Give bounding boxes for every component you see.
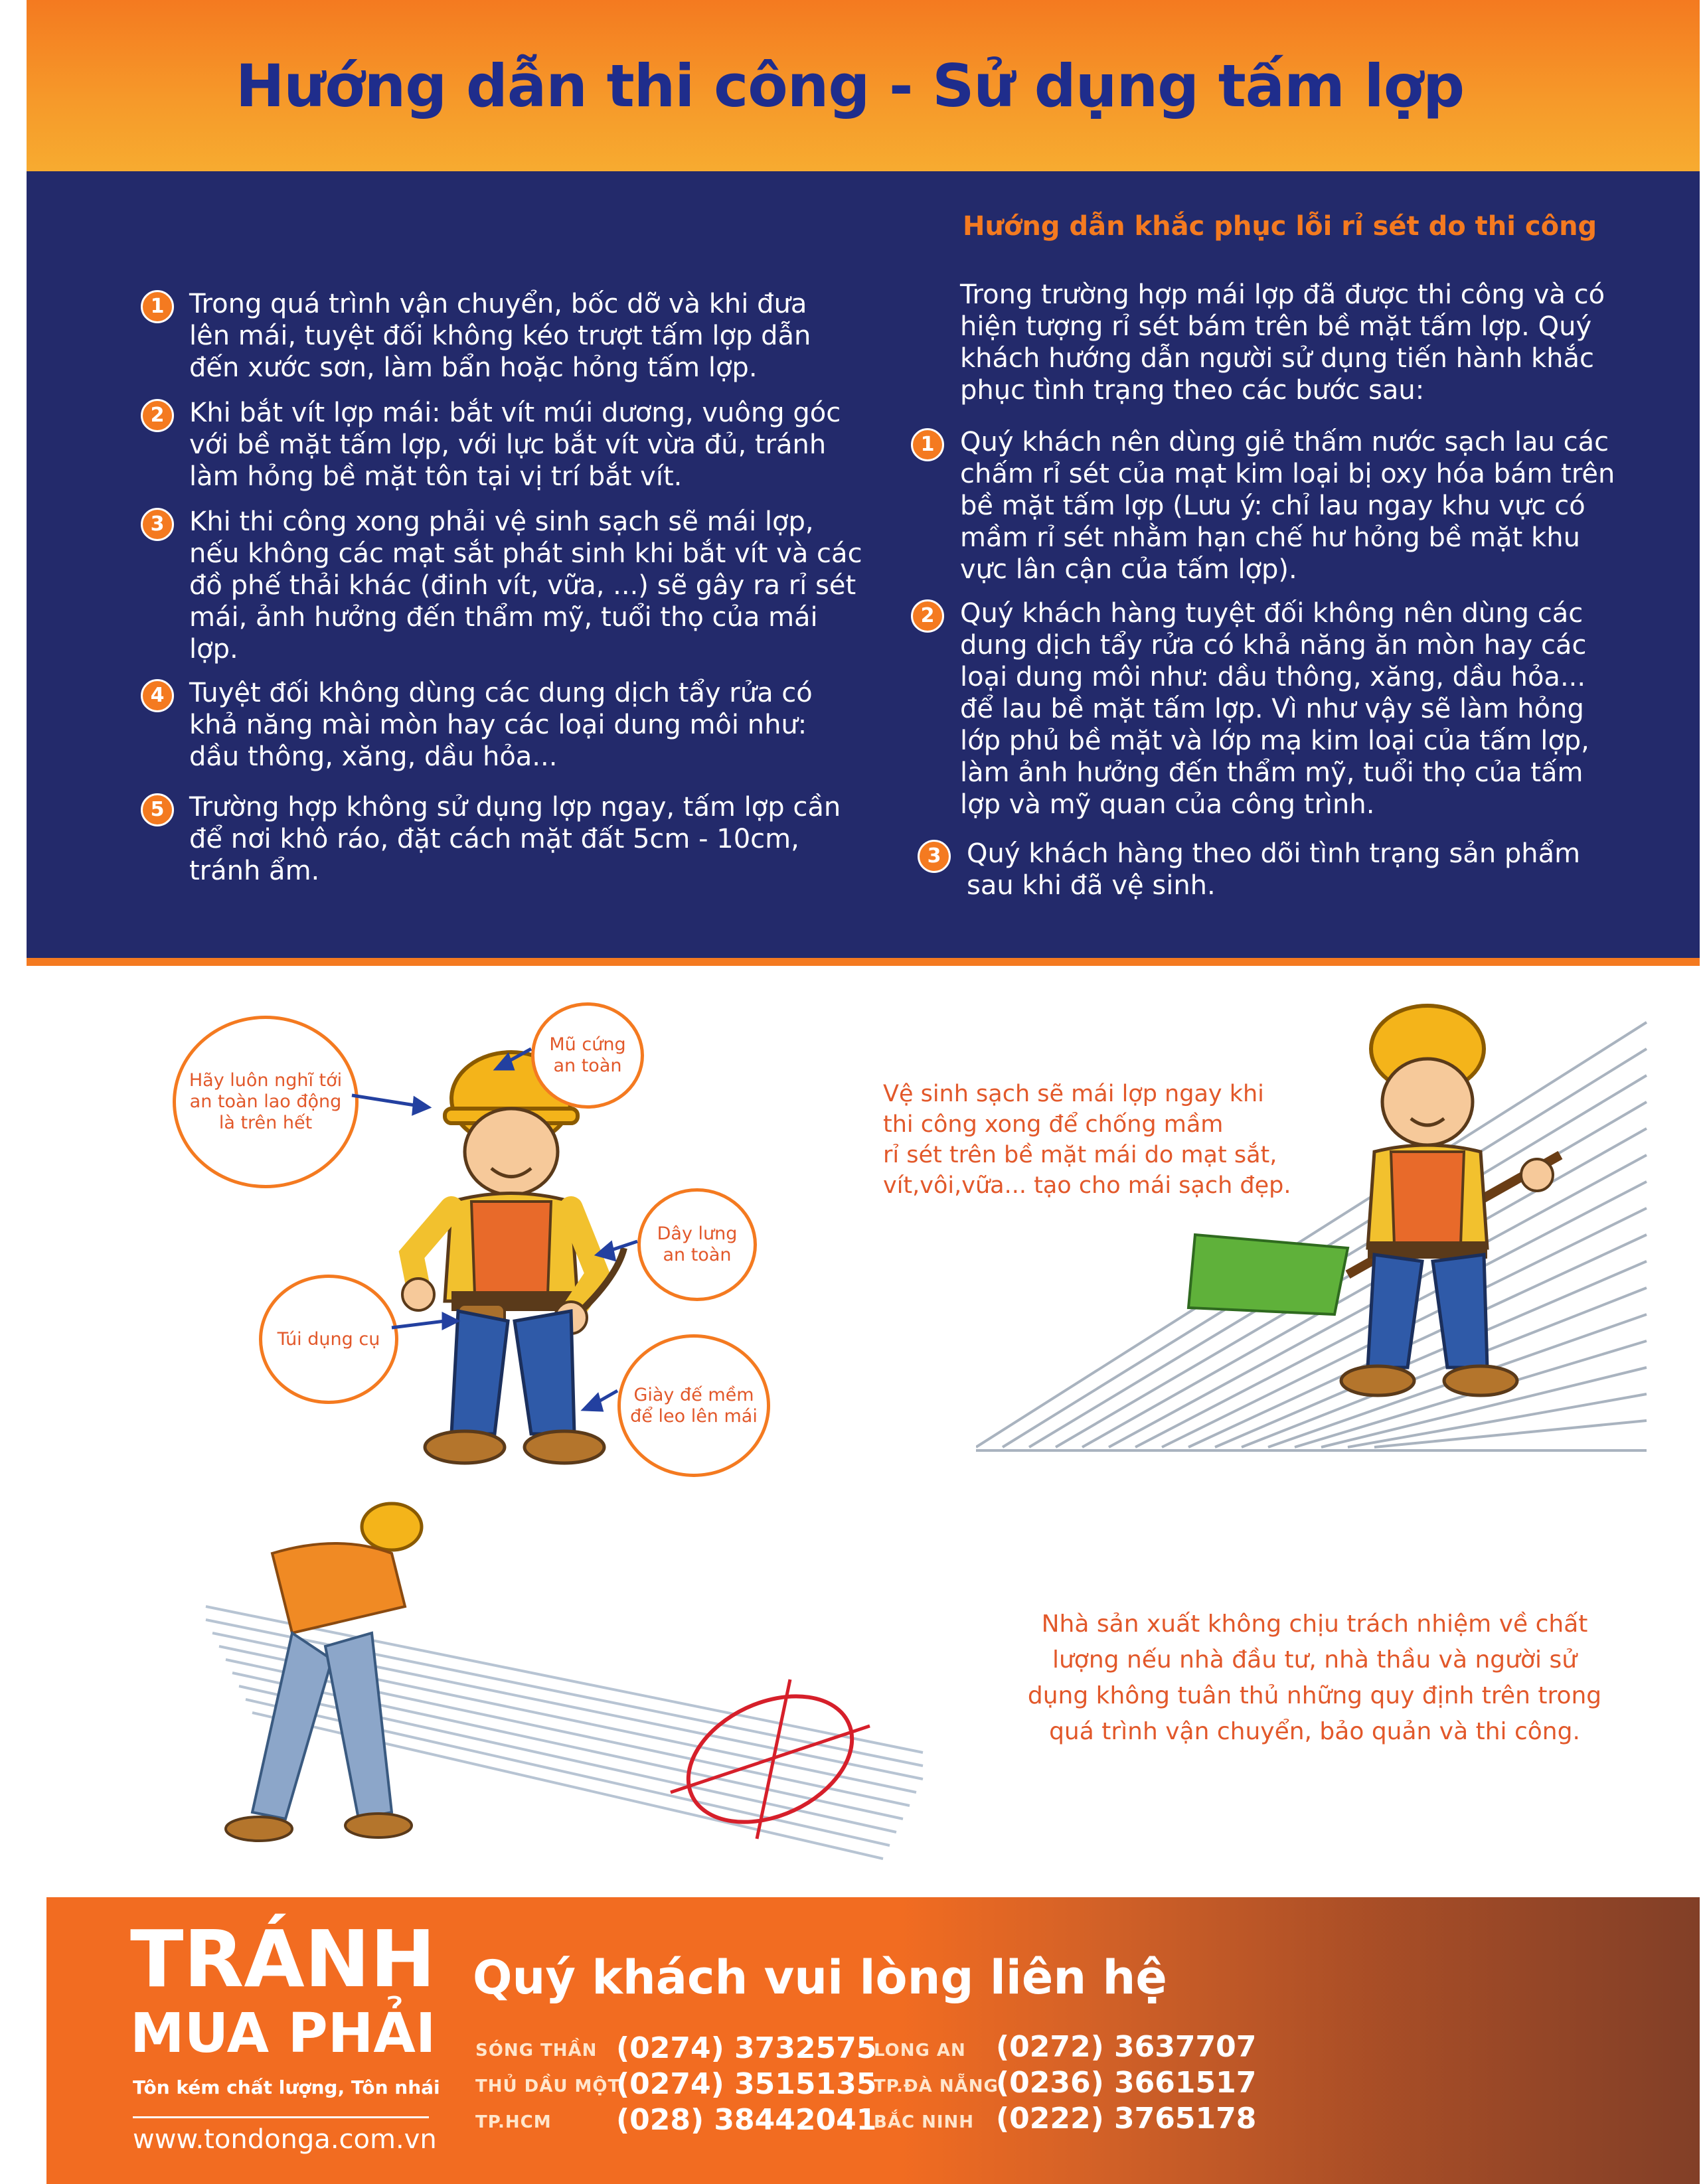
note-line: Vệ sinh sạch sẽ mái lợp ngay khi <box>883 1081 1264 1107</box>
contact-city: TP.HCM <box>475 2112 552 2132</box>
text-line: lên mái, tuyệt đối không kéo trượt tấm lợp dẫn <box>189 321 811 351</box>
text-line: để nơi khô ráo, đặt cách mặt đất 5cm - 10cm, <box>189 824 799 854</box>
contact-phone[interactable]: (0222) 3765178 <box>996 2102 1257 2136</box>
text-line: khách hướng dẫn người sử dụng tiến hành khắc <box>960 343 1594 374</box>
contact-phone[interactable]: (0236) 3661517 <box>996 2066 1257 2100</box>
text-line: chấm rỉ sét của mạt kim loại bị oxy hóa bám trên <box>960 459 1615 489</box>
text-line: làm ảnh hưởng đến thẩm mỹ, tuổi thọ của tấm <box>960 757 1583 788</box>
text-line: hiện tượng rỉ sét bám trên bề mặt tấm lợp. Quý <box>960 311 1592 342</box>
contact-city: TP.ĐÀ NẴNG <box>874 2076 999 2096</box>
step-number-badge: 1 <box>141 290 174 323</box>
step-number-badge: 3 <box>918 840 951 873</box>
text-line: phục tình trạng theo các bước sau: <box>960 375 1425 406</box>
note-line: vít,vôi,vữa... tạo cho mái sạch đẹp. <box>883 1172 1291 1199</box>
callout-line: Túi dụng cụ <box>277 1328 380 1350</box>
text-line: làm hỏng bề mặt tôn tại vị trí bắt vít. <box>189 461 683 492</box>
footer-divider <box>133 2116 429 2118</box>
disclaimer-line: Nhà sản xuất không chịu trách nhiệm về chất <box>1041 1610 1588 1638</box>
callout-line: an toàn lao động <box>189 1091 342 1112</box>
cleaning-note <box>883 1079 1291 1201</box>
text-line: với bề mặt tấm lợp, với lực bắt vít vừa đủ, tránh <box>189 429 827 460</box>
brand-line-1: TRÁNH <box>130 1913 436 2005</box>
text-line: Quý khách hàng tuyệt đối không nên dùng các <box>960 598 1583 629</box>
text-line: Trong trường hợp mái lợp đã được thi công và có <box>960 279 1605 310</box>
text-line: đồ phế thải khác (đinh vít, vữa, ...) sẽ gây ra rỉ sét <box>189 570 856 601</box>
text-line: sau khi đã vệ sinh. <box>967 870 1216 901</box>
right-item-1-text <box>960 426 1615 585</box>
text-line: tránh ẩm. <box>189 856 320 886</box>
text-line: khả năng mài mòn hay các loại dung môi như: <box>189 710 807 740</box>
contact-phone[interactable]: (0274) 3515135 <box>616 2067 877 2101</box>
contact-city: BẮC NINH <box>874 2112 975 2132</box>
worker-sweeping-illustration <box>976 996 1653 1460</box>
text-line: bề mặt tấm lợp (Lưu ý: chỉ lau ngay khu vực có <box>960 491 1585 521</box>
step-number-badge: 2 <box>911 599 944 633</box>
website-link[interactable]: www.tondonga.com.vn <box>133 2124 437 2155</box>
text-line: vực lân cận của tấm lợp). <box>960 554 1297 585</box>
brand-line-2: MUA PHẢI <box>130 2002 436 2065</box>
callout-line: để leo lên mái <box>630 1405 758 1427</box>
right-item-3-text <box>967 838 1580 901</box>
text-line: Trong quá trình vận chuyển, bốc dỡ và khi đưa <box>189 289 807 319</box>
left-item-2-text <box>189 397 841 493</box>
disclaimer-line: quá trình vận chuyển, bảo quản và thi công. <box>1049 1718 1580 1745</box>
contact-city: LONG AN <box>874 2041 966 2061</box>
text-line: Quý khách hàng theo dõi tình trạng sản phẩm <box>967 838 1581 869</box>
callout-arrows <box>345 1022 770 1434</box>
right-item-2-text <box>960 597 1589 820</box>
step-number-badge: 1 <box>911 428 944 461</box>
left-item-1-text <box>189 288 811 384</box>
manufacturer-disclaimer <box>1009 1606 1620 1750</box>
text-line: Tuyệt đối không dùng các dung dịch tẩy rửa có <box>189 678 813 708</box>
text-line: lợp và mỹ quan của công trình. <box>960 789 1375 820</box>
text-line: lớp phủ bề mặt và lớp mạ kim loại của tấm lợp, <box>960 726 1589 756</box>
text-line: Khi bắt vít lợp mái: bắt vít múi dương, vuông góc <box>189 398 841 428</box>
note-line: thi công xong để chống mầm <box>883 1111 1224 1138</box>
note-line: rỉ sét trên bề mặt mái do mạt sắt, <box>883 1142 1277 1168</box>
callout-line: Dây lưng <box>657 1223 738 1244</box>
contact-city: SÓNG THẦN <box>475 2041 598 2061</box>
step-number-badge: 3 <box>141 508 174 541</box>
contact-phone[interactable]: (0272) 3637707 <box>996 2030 1257 2064</box>
step-number-badge: 5 <box>141 793 174 826</box>
text-line: đến xước sơn, làm bẩn hoặc hỏng tấm lợp. <box>189 352 758 383</box>
contact-phone[interactable]: (0274) 3732575 <box>616 2031 877 2065</box>
contact-heading: Quý khách vui lòng liên hệ <box>473 1950 1167 2005</box>
worker-dragging-sheet-illustration <box>193 1500 936 1872</box>
text-line: nếu không các mạt sắt phát sinh khi bắt vít và các <box>189 538 862 569</box>
text-line: loại dung môi như: dầu thông, xăng, dầu hỏa... <box>960 662 1586 692</box>
text-line: để lau bề mặt tấm lợp. Vì như vậy sẽ làm hỏng <box>960 694 1584 724</box>
callout-line: an toàn <box>663 1245 732 1265</box>
text-line: Quý khách nên dùng giẻ thấm nước sạch lau các <box>960 427 1609 457</box>
text-line: dung dịch tẩy rửa có khả năng ăn mòn hay các <box>960 630 1587 661</box>
page-title: Hướng dẫn thi công - Sử dụng tấm lợp <box>235 52 1465 120</box>
text-line: lợp. <box>189 634 238 664</box>
text-line: mái, ảnh hưởng đến thẩm mỹ, tuổi thọ của mái <box>189 602 818 633</box>
text-line: Khi thi công xong phải vệ sinh sạch sẽ mái lợp, <box>189 507 814 537</box>
text-line: mầm rỉ sét nhằm hạn chế hư hỏng bề mặt khu <box>960 522 1580 553</box>
callout-line: an toàn <box>553 1055 622 1076</box>
left-item-5-text <box>189 791 841 887</box>
callout-line: Mũ cứng <box>549 1034 626 1055</box>
callout-safety-first <box>173 1016 359 1188</box>
left-item-4-text <box>189 677 813 773</box>
left-item-3-text <box>189 506 862 665</box>
contact-city: THỦ DẦU MỘT <box>475 2076 621 2096</box>
callout-line: là trên hết <box>218 1113 313 1133</box>
step-number-badge: 2 <box>141 399 174 432</box>
callout-line: Hãy luôn nghĩ tới <box>189 1070 343 1091</box>
disclaimer-line: lượng nếu nhà đầu tư, nhà thầu và người sử <box>1052 1646 1578 1674</box>
right-intro <box>960 279 1605 406</box>
brand-tagline: Tôn kém chất lượng, Tôn nhái <box>133 2076 440 2098</box>
text-line: dầu thông, xăng, dầu hỏa... <box>189 741 558 772</box>
text-line: Trường hợp không sử dụng lợp ngay, tấm lợp cần <box>189 792 841 822</box>
disclaimer-line: dụng không tuân thủ những quy định trên trong <box>1027 1682 1602 1709</box>
contact-phone[interactable]: (028) 38442041 <box>616 2103 877 2137</box>
callout-line: Giày đế mềm <box>633 1384 754 1405</box>
right-column-heading: Hướng dẫn khắc phục lỗi rỉ sét do thi công <box>963 211 1597 242</box>
step-number-badge: 4 <box>141 679 174 712</box>
panel-divider <box>27 958 1700 966</box>
